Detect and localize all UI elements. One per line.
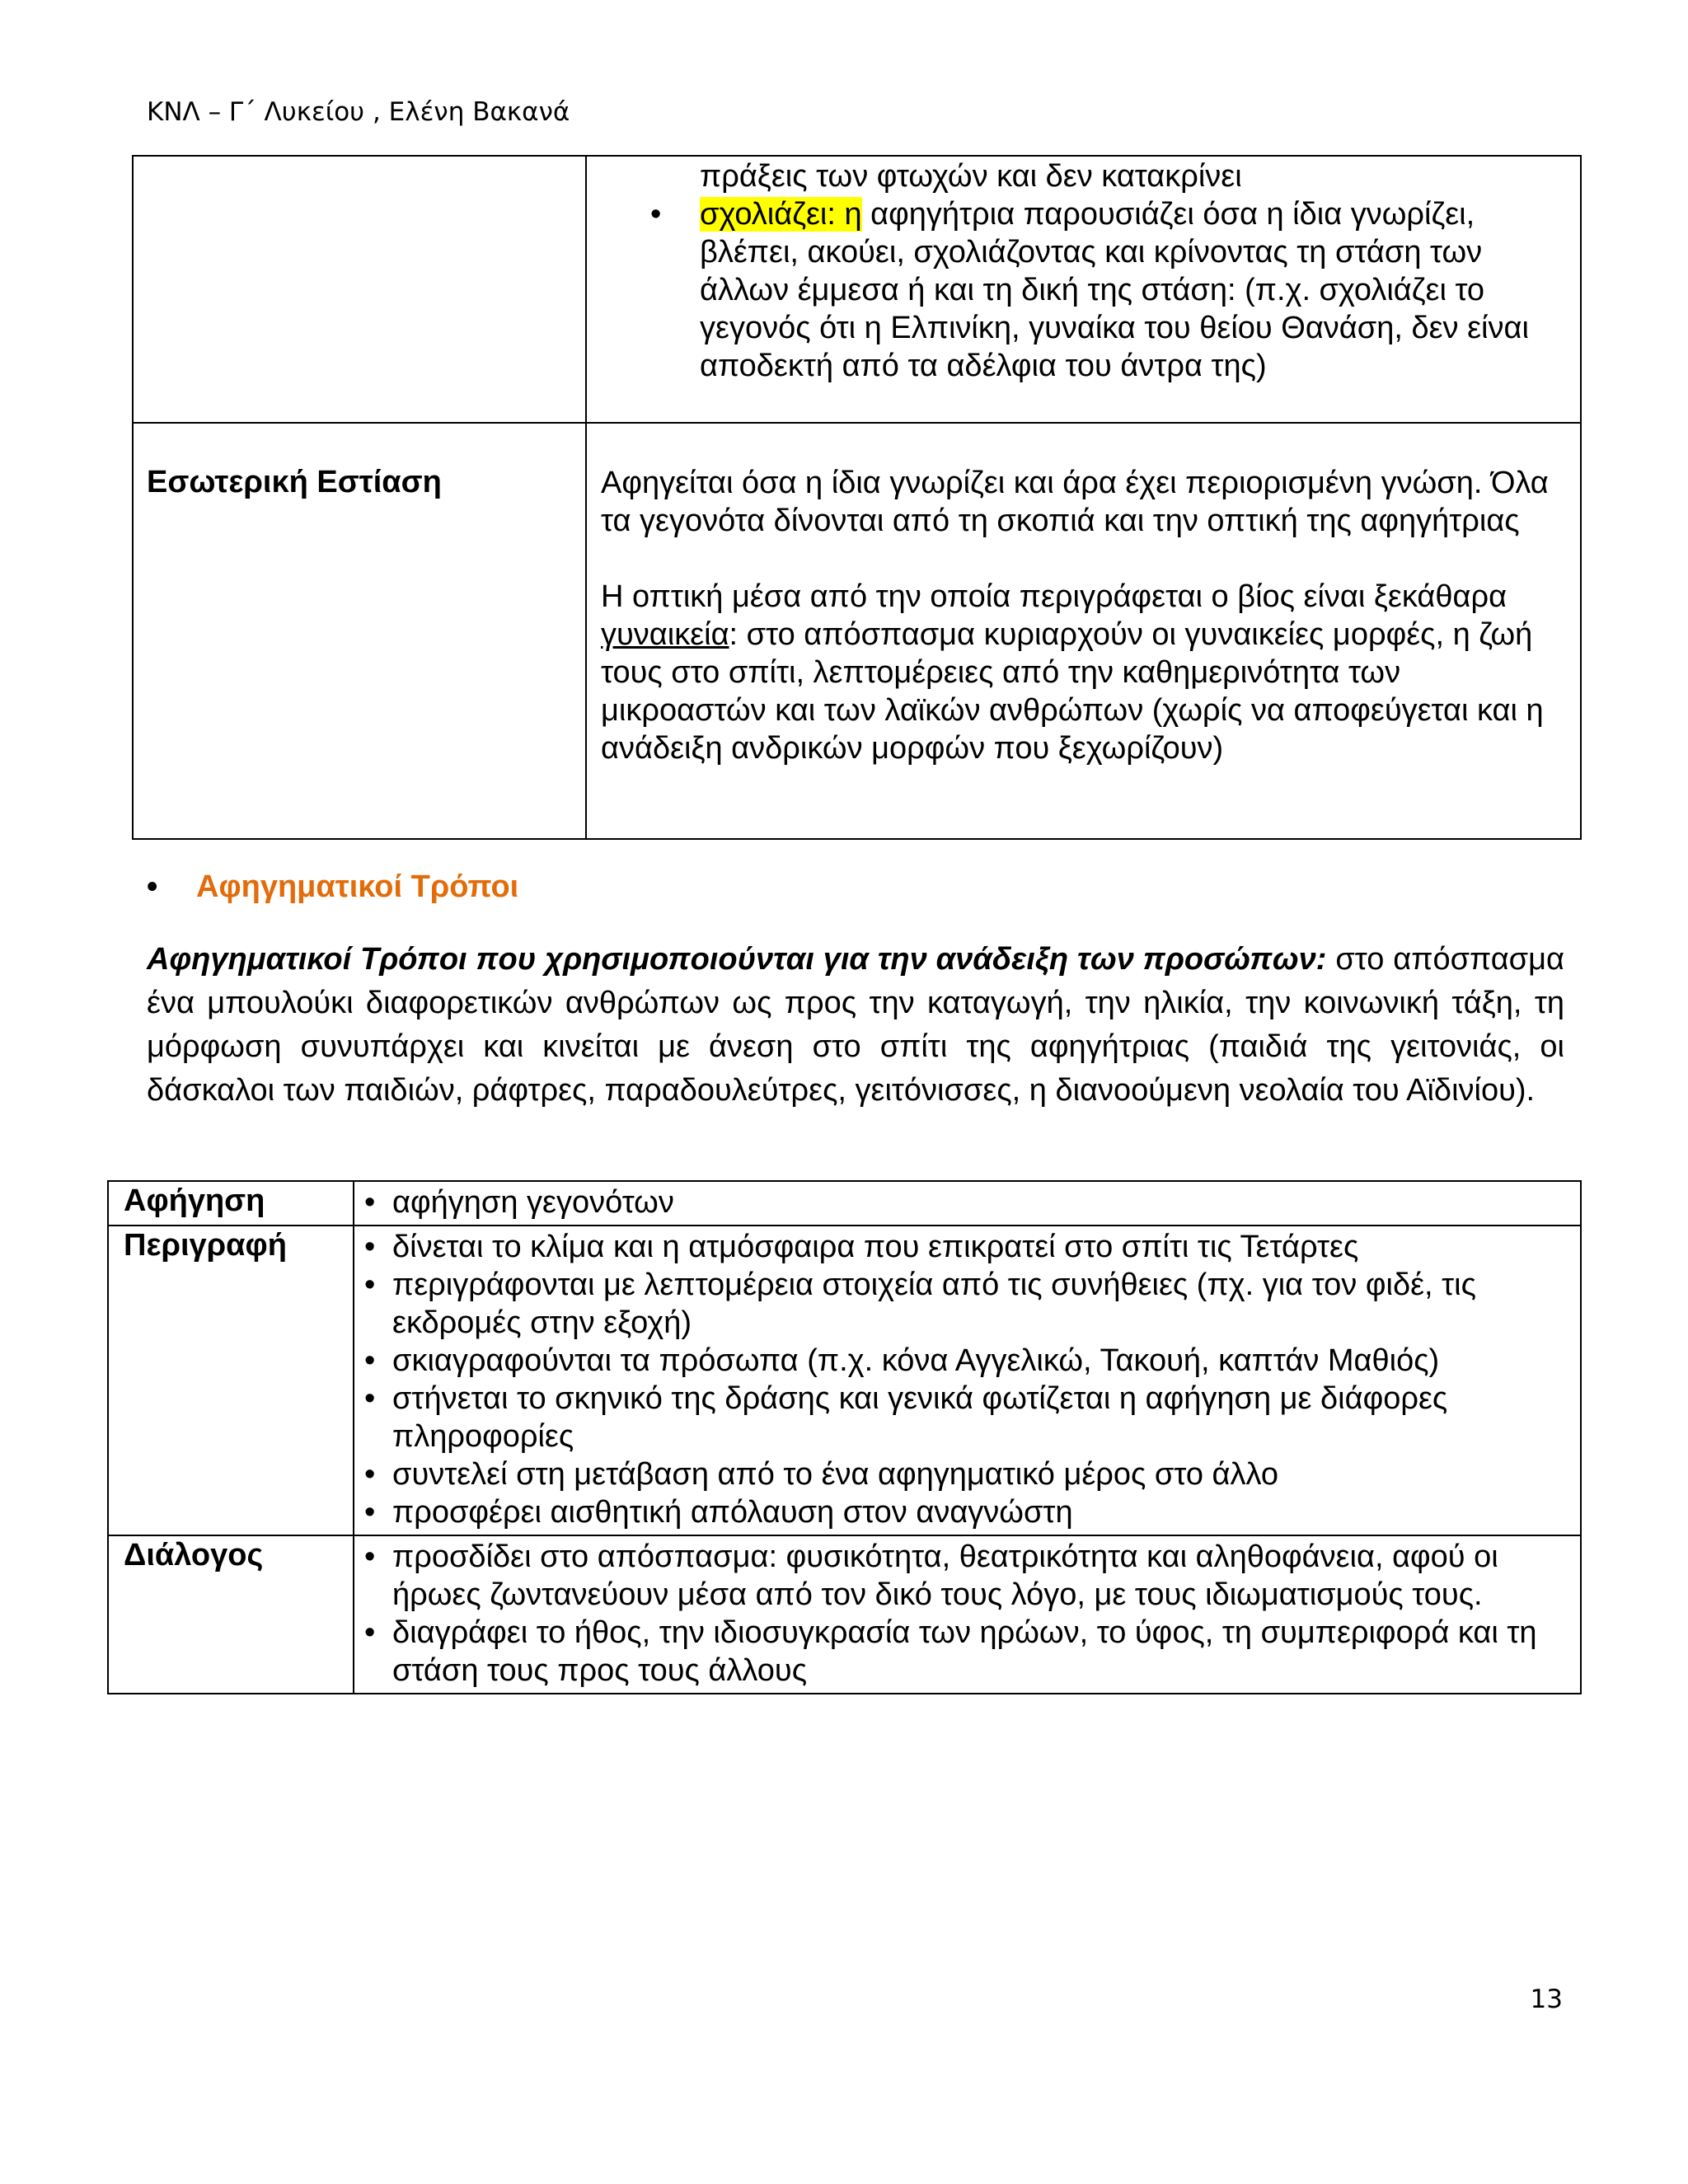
cell-paragraph xyxy=(601,578,1566,767)
table-row xyxy=(108,1181,1581,1226)
bullet-icon: • xyxy=(147,869,158,904)
section-heading xyxy=(147,869,519,905)
table-cell-content xyxy=(586,423,1581,839)
bullet-list xyxy=(354,1538,1580,1690)
list-item: • διαγράφει το ήθος, την ιδιοσυγκρασία των ηρώων, το ύφος, τη συμπεριφορά και τη στάση τους προς τους άλλους xyxy=(392,1614,1580,1690)
list-item: • προσφέρει αισθητική απόλαυση στον αναγνώστη xyxy=(392,1493,1580,1531)
table-cell-label xyxy=(133,156,586,423)
table-cell-label: Διάλογος xyxy=(108,1535,354,1694)
bullet-list xyxy=(354,1228,1580,1531)
bullet-list xyxy=(354,1183,1580,1221)
cell-paragraph: Αφηγείται όσα η ίδια γνωρίζει και άρα έχει περιορισμένη γνώση. Όλα τα γεγονότα δίνονται από τη σκοπιά και την οπτική της αφηγήτριας xyxy=(601,466,1549,538)
table-row xyxy=(108,1226,1581,1535)
table-row xyxy=(108,1535,1581,1694)
list-item: • αφήγηση γεγονότων xyxy=(392,1183,1580,1221)
table-cell-content xyxy=(354,1535,1581,1694)
list-item xyxy=(700,195,1579,385)
paragraph-lead: Αφηγηματικοί Τρόποι που χρησιμοποιούνται για την ανάδειξη των προσώπων: xyxy=(147,942,1327,977)
table-cell-label: Αφήγηση xyxy=(108,1181,354,1226)
focalization-table xyxy=(132,155,1582,840)
list-item: • δίνεται το κλίμα και η ατμόσφαιρα που επικρατεί στο σπίτι τις Τετάρτες xyxy=(392,1228,1580,1266)
highlighted-text: σχολιάζει: η xyxy=(700,197,862,232)
section-heading-text: Αφηγηματικοί Τρόποι xyxy=(196,869,519,904)
paragraph-text: στο απόσπασμα ένα μπουλούκι διαφορετικών ανθρώπων ως προς την καταγωγή, την ηλικία, την κοινωνική τάξη, τη μόρφωση συνυπάρχει και κινείται με άνεση στο σπίτι της αφηγήτριας (παιδιά της γειτονιάς, οι δάσκαλοι των παιδιών, ράφτρες, παραδουλεύτρες, γειτόνισσες, η διανοούμενη νεολαία του Αϊδινίου). xyxy=(147,942,1565,1108)
list-item: • συντελεί στη μετάβαση από το ένα αφηγηματικό μέρος στο άλλο xyxy=(392,1455,1580,1493)
narrative-modes-table xyxy=(107,1180,1582,1694)
text-run: Η οπτική μέσα από την οποία περιγράφεται ο βίος είναι ξεκάθαρα xyxy=(601,579,1507,614)
table-cell-content xyxy=(354,1226,1581,1535)
list-item: • προσδίδει στο απόσπασμα: φυσικότητα, θεατρικότητα και αληθοφάνεια, αφού οι ήρωες ζωντανεύουν μέσα από τον δικό τους λόγο, με τους ιδιωματισμούς τους. xyxy=(392,1538,1580,1614)
table-cell-content xyxy=(586,156,1581,423)
text-run: : στο απόσπασμα κυριαρχούν οι γυναικείες μορφές, η ζωή τους στο σπίτι, λεπτομέρειες από την καθημερινότητα των μικροαστών και των λαϊκών ανθρώπων (χωρίς να αποφεύγεται και η ανάδειξη ανδρικών μορφών που ξεχωρίζουν) xyxy=(601,617,1544,766)
table-row xyxy=(133,423,1581,839)
list-item: • σκιαγραφούνται τα πρόσωπα (π.χ. κόνα Αγγελικώ, Τακουή, καπτάν Μαθιός) xyxy=(392,1342,1580,1380)
body-paragraph xyxy=(147,938,1564,1113)
list-item: • περιγράφονται με λεπτομέρεια στοιχεία από τις συνήθειες (πχ. για τον φιδέ, τις εκδρομές στην εξοχή) xyxy=(392,1266,1580,1342)
table-row xyxy=(133,156,1581,423)
cell-text xyxy=(588,424,1579,767)
bullet-list xyxy=(588,157,1579,385)
table-cell-label: Εσωτερική Εστίαση xyxy=(133,423,586,839)
page-header: ΚΝΛ – Γ΄ Λυκείου , Ελένη Βακανά xyxy=(147,97,570,127)
list-item: • στήνεται το σκηνικό της δράσης και γενικά φωτίζεται η αφήγηση με διάφορες πληροφορίες xyxy=(392,1380,1580,1455)
page-number: 13 xyxy=(1530,1985,1563,2014)
bullet-text: αφηγήτρια παρουσιάζει όσα η ίδια γνωρίζει, βλέπει, ακούει, σχολιάζοντας και κρίνοντας τη στάση των άλλων έμμεσα ή και τη δική της στάση: (π.χ. σχολιάζει το γεγονός ότι η Ελπινίκη, γυναίκα του θείου Θανάση, δεν είναι αποδεκτή από τα αδέλφια του άντρα της) xyxy=(700,197,1529,383)
table-cell-content xyxy=(354,1181,1581,1226)
table-cell-label: Περιγραφή xyxy=(108,1226,354,1535)
underlined-text: γυναικεία xyxy=(601,617,729,652)
list-item-continued: πράξεις των φτωχών και δεν κατακρίνει xyxy=(700,159,1242,194)
